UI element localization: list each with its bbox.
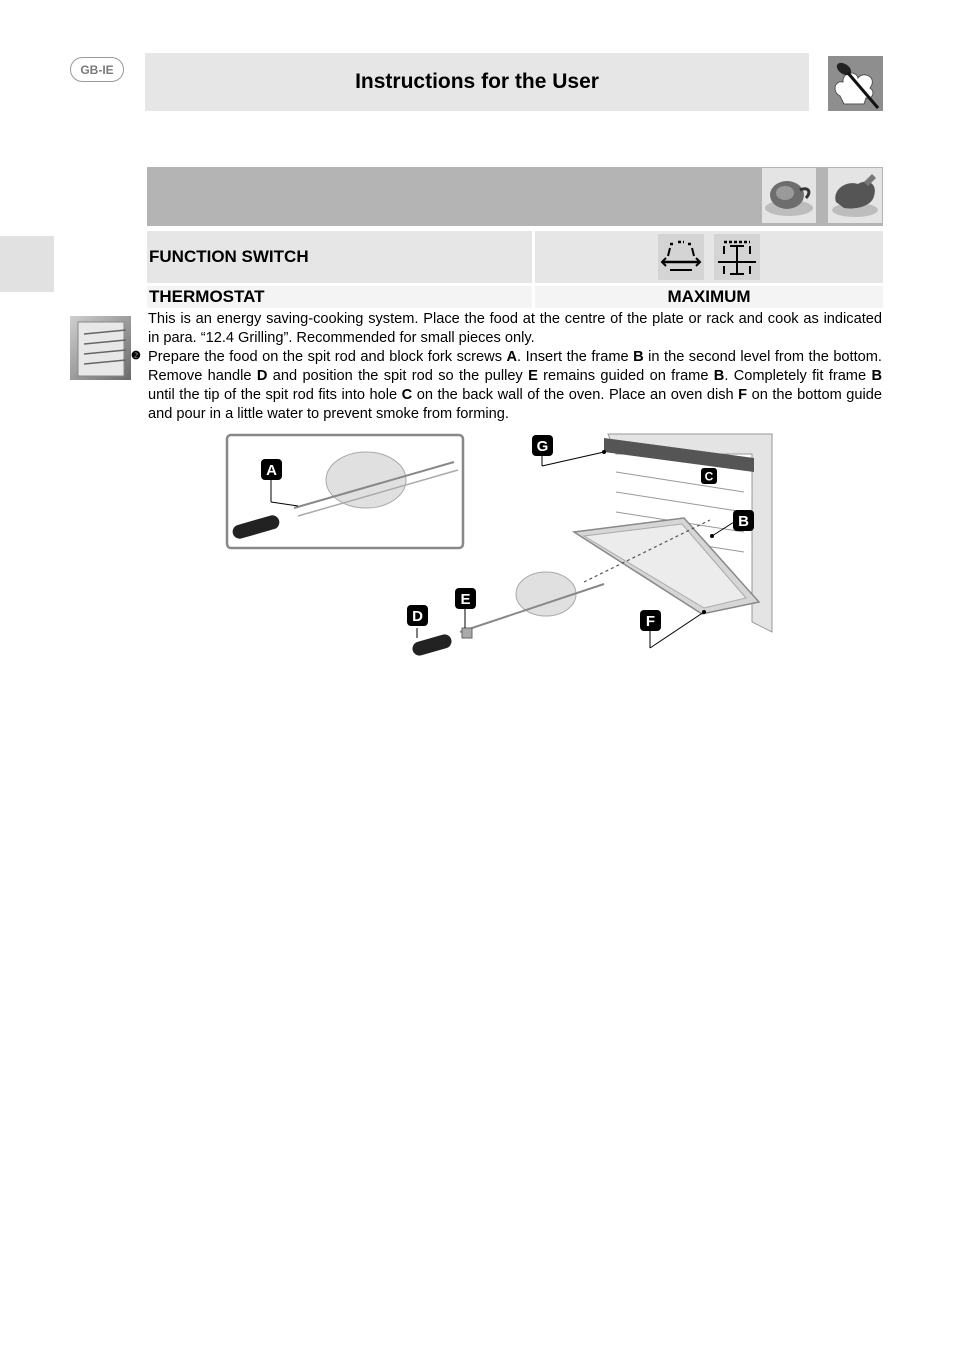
label-f bbox=[640, 610, 661, 631]
thermostat-label: THERMOSTAT bbox=[149, 287, 265, 306]
label-c bbox=[701, 468, 717, 484]
grill-top-element-icon bbox=[714, 234, 760, 280]
callout-letter: D bbox=[256, 368, 268, 384]
callout-letter: B bbox=[713, 368, 725, 384]
page-title: Instructions for the User bbox=[355, 70, 599, 93]
callout-letter: A bbox=[506, 349, 518, 365]
label-e bbox=[455, 588, 476, 609]
text-run: on the back wall of the oven. Place an oven dish bbox=[412, 387, 739, 403]
function-switch-value-cell bbox=[535, 231, 883, 283]
svg-text:C: C bbox=[704, 469, 714, 484]
text-run: . Insert the frame bbox=[517, 349, 634, 365]
svg-text:E: E bbox=[460, 591, 471, 608]
text-run: Prepare the food on the spit rod and block fork screws bbox=[148, 349, 507, 365]
language-badge: GB-IE bbox=[70, 57, 124, 82]
chef-hat-spoon-icon bbox=[828, 56, 883, 111]
callout-letter: B bbox=[871, 368, 882, 384]
svg-text:A: A bbox=[266, 462, 277, 479]
roast-chicken-icon bbox=[828, 168, 882, 223]
thermostat-value: MAXIMUM bbox=[667, 287, 751, 306]
paragraph-spit-instructions bbox=[148, 348, 882, 424]
roast-meat-icon bbox=[762, 168, 816, 223]
text-run: . Completely fit frame bbox=[724, 368, 872, 384]
page-header bbox=[145, 53, 809, 111]
instruction-text bbox=[148, 310, 882, 424]
svg-text:F: F bbox=[645, 613, 656, 630]
callout-letter: E bbox=[528, 368, 538, 384]
function-switch-label-cell bbox=[147, 231, 532, 283]
text-run: until the tip of the spit rod fits into hole bbox=[148, 387, 402, 403]
thermostat-label-cell bbox=[147, 286, 532, 308]
text-run: on the bottom guide and pour in a little water to prevent smoke from forming. bbox=[148, 387, 882, 422]
label-a bbox=[261, 459, 282, 480]
callout-letter: B bbox=[633, 349, 644, 365]
svg-text:G: G bbox=[536, 438, 549, 455]
grill-rotisserie-icon bbox=[658, 234, 704, 280]
oven-dish bbox=[574, 518, 759, 614]
thermostat-value-cell bbox=[535, 286, 883, 308]
rotisserie-assembly-illustration bbox=[224, 432, 776, 664]
callout-letter: C bbox=[401, 387, 413, 403]
label-b bbox=[733, 510, 754, 531]
side-tab bbox=[0, 236, 54, 292]
oven-level-icon bbox=[70, 316, 131, 380]
text-run: remains guided on frame bbox=[537, 368, 714, 384]
text-run: and position the spit rod so the pulley bbox=[267, 368, 529, 384]
function-switch-label: FUNCTION SWITCH bbox=[149, 247, 309, 266]
label-g bbox=[532, 435, 553, 456]
text-run: in the second level from the bottom. Remove handle bbox=[148, 349, 882, 384]
callout-letter: F bbox=[738, 387, 748, 403]
label-d bbox=[407, 605, 428, 626]
svg-text:D: D bbox=[412, 608, 423, 625]
level-marker: ❷ bbox=[131, 350, 141, 362]
svg-text:B: B bbox=[738, 513, 749, 530]
paragraph-intro: This is an energy saving-cooking system. Place the food at the centre of the plate or rack and cook as indicated in para. “12.4 Grilling”. Recommended for small pieces only. bbox=[148, 311, 882, 346]
